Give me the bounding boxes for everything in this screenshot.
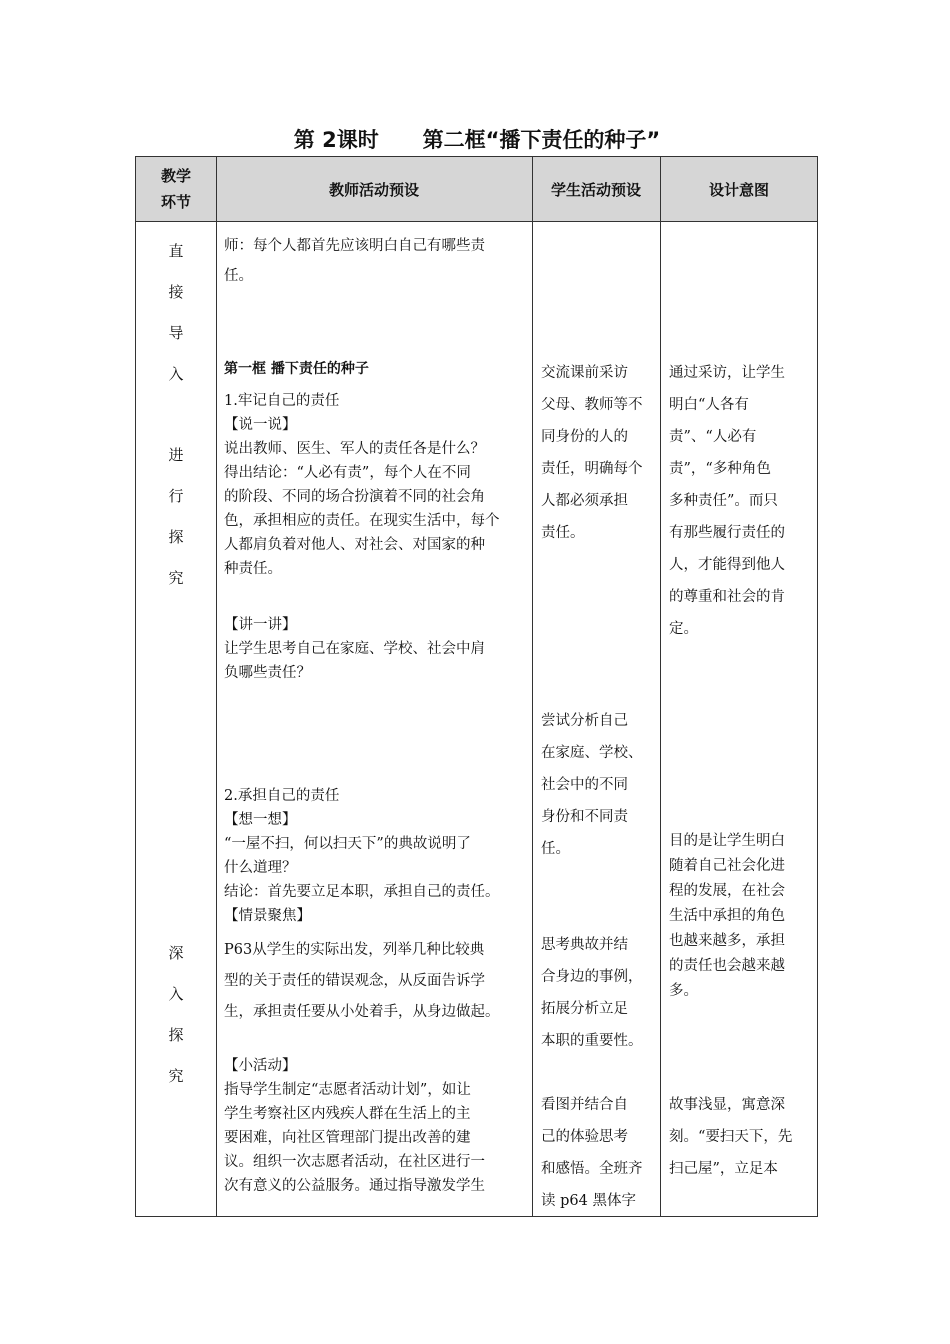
text-line: 也越来越多，承担	[669, 933, 785, 949]
intent-socialization	[669, 829, 811, 1004]
text-line: 任。	[224, 268, 253, 284]
text-line: 【说一说】	[224, 417, 297, 433]
text-line: 的责任也会越来越	[669, 958, 785, 974]
stage-char: 接	[168, 283, 184, 301]
text-line: 责”、“人必有	[669, 429, 757, 445]
text-line: 交流课前采访	[541, 365, 628, 381]
text-line: 的尊重和社会的肯	[669, 589, 785, 605]
text-line: 什么道理？	[224, 860, 297, 876]
lesson-plan-table	[135, 156, 818, 1217]
text-line: 通过采访，让学生	[669, 365, 785, 381]
text-line: 【情景聚焦】	[224, 908, 311, 924]
text-line: 责任，明确每个	[541, 461, 643, 477]
stage-char: 探	[168, 1026, 184, 1044]
text-line: 任。	[541, 841, 570, 857]
text-line: 型的关于责任的错误观念，从反面告诉学	[224, 973, 485, 989]
stage-char: 直	[168, 242, 184, 260]
text-line: 社会中的不同	[541, 777, 628, 793]
text-line: 人，才能得到他人	[669, 557, 785, 573]
text-line: 议。组织一次志愿者活动，在社区进行一	[224, 1154, 485, 1170]
text-line: 1.牢记自己的责任	[224, 393, 340, 409]
text-line: 读 p64 黑体字	[541, 1193, 636, 1209]
text-line: 色，承担相应的责任。在现实生活中，每个	[224, 513, 500, 529]
stage-char: 究	[168, 1067, 184, 1085]
text-line: 让学生思考自己在家庭、学校、社会中肩	[224, 641, 485, 657]
text-line: 和感悟。全班齐	[541, 1161, 643, 1177]
stage-char: 深	[168, 944, 184, 962]
stage-deep-explore	[136, 933, 216, 1097]
text-line: 说出教师、医生、军人的责任各是什么？	[224, 441, 485, 457]
teacher-part-talk	[224, 613, 526, 685]
text-line: 随着自己社会化进	[669, 858, 785, 874]
stage-char: 探	[168, 528, 184, 546]
student-think	[541, 929, 653, 1057]
teacher-part-scenario	[224, 935, 526, 1028]
text-line: 次有意义的公益服务。通过指导激发学生	[224, 1178, 485, 1194]
header-teacher: 教师活动预设	[328, 180, 419, 199]
text-line: 负哪些责任？	[224, 665, 311, 681]
teacher-part-activity	[224, 1054, 526, 1198]
text-line: 人都必须承担	[541, 493, 628, 509]
text-line: 结论：首先要立足本职，承担自己的责任。	[224, 884, 500, 900]
text-line: 父母、教师等不	[541, 397, 643, 413]
text-line: 人都肩负着对他人、对社会、对国家的种	[224, 537, 485, 553]
header-stage	[136, 157, 216, 221]
text-line: 师：每个人都首先应该明白自己有哪些责	[224, 238, 485, 254]
header-stage-line2: 环节	[160, 193, 191, 211]
teacher-part-undertake	[224, 784, 526, 928]
header-student: 学生活动预设	[550, 180, 641, 199]
intent-story	[669, 1089, 811, 1185]
student-interview	[541, 357, 653, 549]
text-line: 的阶段、不同的场合扮演着不同的社会角	[224, 489, 485, 505]
text-line: 【讲一讲】	[224, 617, 297, 633]
text-line: 生活中承担的角色	[669, 908, 785, 924]
page-title: 第 2课时 第二框“播下责任的种子”	[293, 128, 661, 152]
text-line: 拓展分析立足	[541, 1001, 628, 1017]
text-line: 【小活动】	[224, 1058, 297, 1074]
header-stage-line1: 教学	[160, 167, 191, 185]
text-line: 生，承担责任要从小处着手，从身边做起。	[224, 1004, 500, 1020]
text-line: 责”，“多种角色	[669, 461, 771, 477]
text-line: 明白“人各有	[669, 397, 749, 413]
text-line: 多。	[669, 983, 698, 999]
text-line: 身份和不同责	[541, 809, 628, 825]
text-line: 合身边的事例，	[541, 969, 643, 985]
text-line: 在家庭、学校、	[541, 745, 643, 761]
text-line: 故事浅显，寓意深	[669, 1097, 785, 1113]
text-line: 种责任。	[224, 561, 282, 577]
text-line: 本职的重要性。	[541, 1033, 643, 1049]
text-line: 扫己屋”，立足本	[669, 1161, 778, 1177]
teacher-intro	[224, 231, 526, 291]
stage-char: 入	[168, 985, 184, 1003]
text-line: 要困难，向社区管理部门提出改善的建	[224, 1130, 471, 1146]
teacher-part-remember	[224, 389, 526, 581]
text-line: 尝试分析自己	[541, 713, 628, 729]
text-line: 得出结论：“人必有责”，每个人在不同	[224, 465, 471, 481]
text-line: P63从学生的实际出发，列举几种比较典	[224, 942, 485, 958]
stage-explore	[136, 435, 216, 599]
text-line: 目的是让学生明白	[669, 833, 785, 849]
student-read	[541, 1089, 653, 1217]
header-intent: 设计意图	[708, 180, 769, 199]
stage-char: 导	[168, 324, 184, 342]
stage-direct-intro	[136, 231, 216, 395]
student-analyze	[541, 705, 653, 865]
column-divider	[532, 157, 533, 1216]
text-line: 多种责任”。而只	[669, 493, 778, 509]
text-line: 责任。	[541, 525, 585, 541]
text-line: 【想一想】	[224, 812, 297, 828]
column-divider	[660, 157, 661, 1216]
stage-char: 入	[168, 365, 184, 383]
header-divider	[136, 221, 817, 222]
text-line: 有那些履行责任的	[669, 525, 785, 541]
text-line: 2.承担自己的责任	[224, 788, 340, 804]
section-title: 第一框 播下责任的种子	[224, 361, 369, 377]
text-line: 刻。“要扫天下，先	[669, 1129, 793, 1145]
text-line: 同身份的人的	[541, 429, 628, 445]
text-line: 程的发展，在社会	[669, 883, 785, 899]
intent-interview	[669, 357, 811, 645]
text-line: 指导学生制定“志愿者活动计划”，如让	[224, 1082, 471, 1098]
text-line: 学生考察社区内残疾人群在生活上的主	[224, 1106, 471, 1122]
text-line: 定。	[669, 621, 698, 637]
stage-char: 行	[168, 487, 184, 505]
text-line: “一屋不扫，何以扫天下”的典故说明了	[224, 836, 471, 852]
text-line: 思考典故并结	[541, 937, 628, 953]
stage-char: 进	[168, 446, 184, 464]
text-line: 己的体验思考	[541, 1129, 628, 1145]
column-divider	[216, 157, 217, 1216]
text-line: 看图并结合自	[541, 1097, 628, 1113]
stage-char: 究	[168, 569, 184, 587]
